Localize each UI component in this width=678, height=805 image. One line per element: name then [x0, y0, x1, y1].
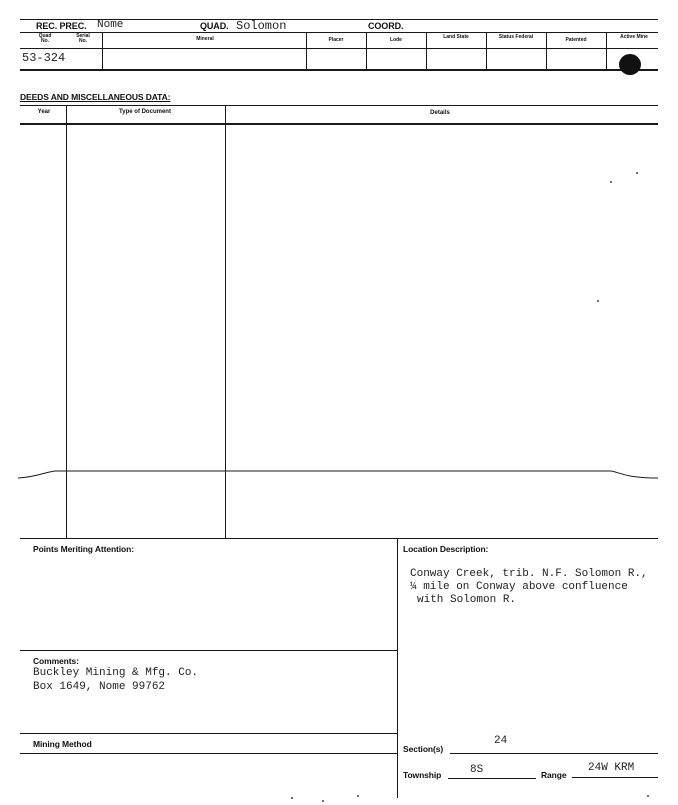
range-value: 24W KRM: [588, 762, 635, 774]
mining-method-label: Mining Method: [33, 739, 92, 749]
col-year: Year: [37, 109, 51, 115]
header-col-divider: [426, 33, 427, 70]
header-col-divider: [486, 33, 487, 70]
township-value: 8S: [470, 764, 484, 776]
points-meriting-label: Points Meriting Attention:: [33, 544, 134, 554]
header-col-divider: [546, 33, 547, 70]
lower-col-divider: [397, 538, 398, 798]
header-rule-2: [20, 32, 658, 33]
location-line-2: ¼ mile on Conway above confluence: [410, 581, 628, 593]
township-label: Township: [403, 770, 442, 780]
range-label: Range: [541, 770, 567, 780]
col-status-federal: Status Federal: [498, 34, 534, 40]
scan-speck: [357, 795, 359, 797]
col-quad-no: Quad No.: [38, 33, 52, 44]
col-type-of-document: Type of Document: [119, 109, 171, 115]
rec-prec-label: REC. PREC.: [36, 21, 87, 31]
comments-line-2: Box 1649, Nome 99762: [33, 681, 166, 693]
mining-rule: [20, 753, 397, 754]
location-line-1: Conway Creek, trib. N.F. Solomon R.,: [410, 568, 648, 580]
rec-prec-value: Nome: [97, 19, 124, 31]
scan-speck: [610, 181, 612, 183]
header-rule-3: [20, 48, 658, 49]
scan-speck: [597, 300, 599, 302]
header-bottom-rule: [20, 69, 658, 71]
location-description-label: Location Description:: [403, 544, 489, 554]
mining-top-rule: [20, 733, 397, 734]
township-underline: [448, 778, 536, 779]
comments-top-rule: [20, 650, 397, 651]
comments-label: Comments:: [33, 656, 79, 666]
quad-serial-value: 53-324: [22, 51, 66, 65]
quad-label: QUAD.: [200, 21, 229, 31]
header-col-divider: [306, 33, 307, 70]
header-col-divider: [366, 33, 367, 70]
col-mineral: Mineral: [196, 36, 214, 42]
section-value: 24: [494, 735, 508, 747]
section-underline: [450, 753, 658, 754]
col-placer: Placer: [328, 37, 344, 43]
section-label: Section(s): [403, 744, 444, 754]
coord-label: COORD.: [368, 21, 404, 31]
header-col-divider: [606, 33, 607, 70]
deeds-header-rule: [20, 123, 658, 125]
scan-speck: [322, 800, 324, 802]
scan-speck: [647, 795, 649, 797]
col-lode: Lode: [390, 37, 402, 43]
deeds-title: DEEDS AND MISCELLANEOUS DATA:: [20, 92, 171, 102]
scan-speck: [636, 172, 638, 174]
location-line-3: with Solomon R.: [417, 594, 517, 606]
deeds-top-rule: [20, 105, 658, 106]
header-col-divider: [102, 33, 103, 70]
col-land-state: Land State: [443, 34, 469, 40]
col-details: Details: [430, 110, 450, 116]
comments-line-1: Buckley Mining & Mfg. Co.: [33, 667, 199, 679]
scan-speck: [291, 797, 293, 799]
col-serial-no: Serial No.: [76, 33, 90, 44]
page-fold-line: [18, 462, 660, 484]
deeds-bottom-rule: [20, 538, 658, 539]
col-patented: Patented: [565, 37, 587, 43]
col-active-mine: Active Mine: [620, 34, 648, 40]
quad-value: Solomon: [236, 19, 287, 33]
range-underline: [572, 777, 658, 778]
active-mine-marker: [619, 54, 641, 75]
